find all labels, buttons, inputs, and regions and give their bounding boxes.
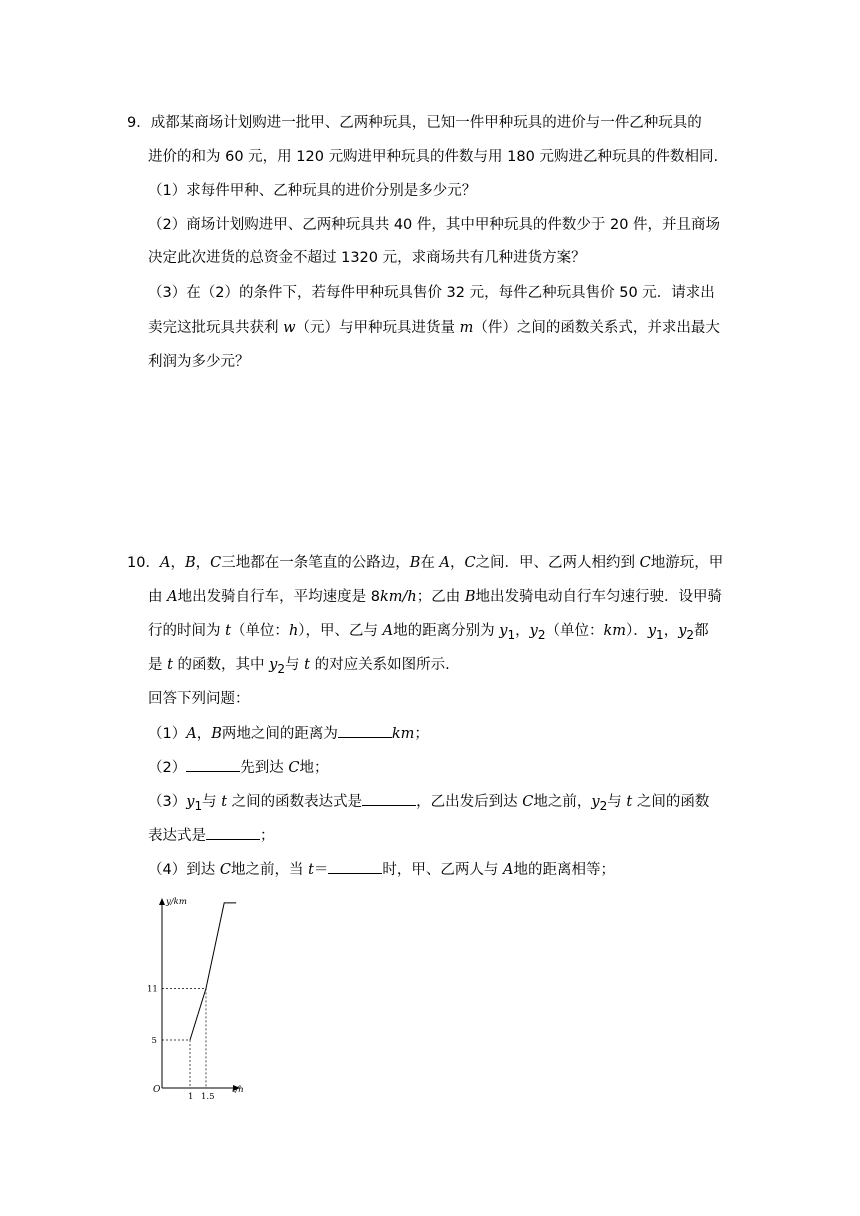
var: A — [159, 555, 171, 571]
var: y — [186, 794, 195, 810]
var: y — [269, 657, 278, 673]
q9-part-3c: 利润为多少元？ — [148, 354, 250, 370]
text: ；乙由 — [416, 589, 465, 605]
var: B — [184, 555, 196, 571]
text: 是 — [148, 657, 168, 673]
text: 在 — [420, 555, 440, 571]
q9-line-1 — [127, 113, 702, 133]
text: 与 — [607, 794, 627, 810]
text: ， — [663, 623, 679, 639]
var: B — [409, 555, 421, 571]
text: ）． — [626, 623, 648, 639]
q10-answer-intro: 回答下列问题： — [148, 691, 250, 707]
q9-text-1: 成都某商场计划购进一批甲、乙两种玩具，已知一件甲种玩具的进价与一件乙种玩具的 — [150, 115, 702, 131]
var: A — [167, 589, 178, 605]
q10-number: 10． — [127, 555, 160, 571]
text: 表达式是 — [148, 828, 206, 844]
var: t — [167, 657, 173, 673]
var: y — [591, 794, 600, 810]
var: t — [304, 657, 310, 673]
var: C — [522, 794, 534, 810]
q9-part-2b: 决定此次进货的总资金不超过 1320 元，求商场共有几种进货方案？ — [148, 250, 586, 266]
unit: h — [288, 623, 299, 639]
text: ， — [515, 623, 530, 639]
text: 时，甲、乙两人与 — [382, 862, 503, 878]
q10-line-3 — [148, 621, 709, 645]
text: 三地都在一条笔直的公路边， — [221, 555, 410, 571]
text: 之间的函数表达式是 — [227, 794, 363, 810]
text: ； — [414, 726, 429, 742]
text: ， — [449, 555, 465, 571]
text: （单位： — [545, 623, 604, 639]
text: （单位： — [230, 623, 289, 639]
var: t — [225, 623, 231, 639]
q10-line-2 — [148, 587, 722, 607]
q9-text: （元）与甲种玩具进货量 — [295, 320, 460, 336]
text: ， — [195, 555, 211, 571]
q10-part-3b — [148, 825, 275, 846]
var: t — [308, 862, 314, 878]
q10-line-1 — [127, 553, 723, 573]
q10-part-2 — [148, 757, 328, 778]
subscript: 1 — [507, 627, 516, 642]
subscript: 2 — [537, 627, 546, 642]
text: 由 — [148, 589, 168, 605]
text: 先到达 — [240, 760, 289, 776]
q10-part-3 — [148, 791, 709, 816]
var: C — [219, 862, 231, 878]
text: 地出发骑电动自行车匀速行驶．设甲骑 — [475, 589, 722, 605]
text: 地之前，当 — [230, 862, 309, 878]
var: y — [678, 623, 687, 639]
x-tick-label: 1 — [188, 1092, 194, 1102]
var: C — [288, 760, 300, 776]
text: （3） — [148, 794, 187, 810]
text: 地之前， — [533, 794, 592, 810]
q9-text: （件）之间的函数关系式，并求出最大 — [473, 320, 720, 336]
text: 地游玩，甲 — [650, 555, 724, 571]
q9-line-2: 进价的和为 60 元，用 120 元购进甲种玩具的件数与用 180 元购进乙种玩具的件数相同. — [148, 149, 719, 165]
text: 之间的函数 — [632, 794, 710, 810]
var: t — [221, 794, 228, 810]
x-tick-label: 1.5 — [201, 1092, 215, 1102]
q9-part-3b — [148, 318, 720, 338]
var: y — [529, 623, 538, 639]
subscript: 1 — [194, 798, 203, 813]
answer-blank[interactable] — [338, 723, 392, 738]
q9-text: 卖完这批玩具共获利 — [148, 320, 284, 336]
subscript: 1 — [656, 627, 664, 642]
text: 的函数，其中 — [172, 657, 270, 673]
q10-part-4 — [148, 859, 615, 880]
var: B — [464, 589, 476, 605]
text: 地； — [299, 760, 329, 776]
answer-blank[interactable] — [362, 791, 416, 806]
answer-blank[interactable] — [328, 859, 382, 874]
var: A — [503, 862, 514, 878]
unit: km — [391, 726, 415, 742]
subscript: 2 — [686, 627, 695, 642]
y-tick-label: 5 — [151, 1036, 157, 1046]
text: 行的时间为 — [148, 623, 226, 639]
text: 两地之间的距离为 — [221, 726, 338, 742]
y2-line — [190, 903, 236, 1040]
q9-part-2a: （2）商场计划购进甲、乙两种玩具共 40 件，其中甲种玩具的件数少于 20 件，并且商场 — [148, 217, 721, 233]
var: C — [639, 555, 651, 571]
var: B — [211, 726, 222, 742]
text: ， — [170, 555, 185, 571]
text: ＝ — [313, 862, 329, 878]
text: 地的距离分别为 — [393, 623, 500, 639]
var: C — [464, 555, 476, 571]
text: ； — [260, 828, 275, 844]
var: y — [499, 623, 508, 639]
text: ），甲、乙与 — [298, 623, 383, 639]
text: ， — [196, 726, 212, 742]
text: ，乙出发后到达 — [416, 794, 523, 810]
text: 的对应关系如图所示. — [309, 657, 450, 673]
var: C — [210, 555, 222, 571]
var: A — [439, 555, 450, 571]
q9-var-w: w — [283, 320, 296, 336]
origin-label: O — [153, 1085, 161, 1095]
text: 地的距离相等； — [513, 862, 615, 878]
y-axis-arrow-icon — [159, 898, 165, 905]
text: 与 — [285, 657, 305, 673]
var: A — [186, 726, 197, 742]
text: 都 — [694, 623, 709, 639]
unit: km/h — [379, 589, 417, 605]
x-axis-label: t/h — [232, 1085, 244, 1095]
q9-part-3a: （3）在（2）的条件下，若每件甲种玩具售价 32 元，每件乙种玩具售价 50 元．请求出 — [148, 285, 715, 301]
var: A — [382, 623, 394, 639]
answer-blank[interactable] — [186, 757, 240, 772]
y-axis-label: y/km — [166, 897, 187, 907]
text: 地出发骑自行车，平均速度是 8 — [177, 589, 380, 605]
subscript: 2 — [277, 661, 286, 676]
q10-part-1 — [148, 723, 429, 744]
q9-number: 9． — [127, 115, 151, 131]
unit: km — [603, 623, 627, 639]
text: 之间．甲、乙两人相约到 — [475, 555, 640, 571]
var: t — [626, 794, 633, 810]
text: 与 — [202, 794, 222, 810]
text: （1） — [148, 726, 187, 742]
q9-part-1: （1）求每件甲种、乙种玩具的进价分别是多少元？ — [148, 183, 477, 199]
subscript: 2 — [599, 798, 608, 813]
q10-line-4 — [148, 655, 450, 679]
text: （4）到达 — [148, 862, 220, 878]
distance-time-graph — [145, 890, 255, 1100]
y-tick-label: 11 — [147, 984, 158, 995]
answer-blank[interactable] — [206, 825, 260, 840]
q9-var-m: m — [459, 320, 474, 336]
text: （2） — [148, 760, 187, 776]
var: y — [647, 623, 657, 639]
